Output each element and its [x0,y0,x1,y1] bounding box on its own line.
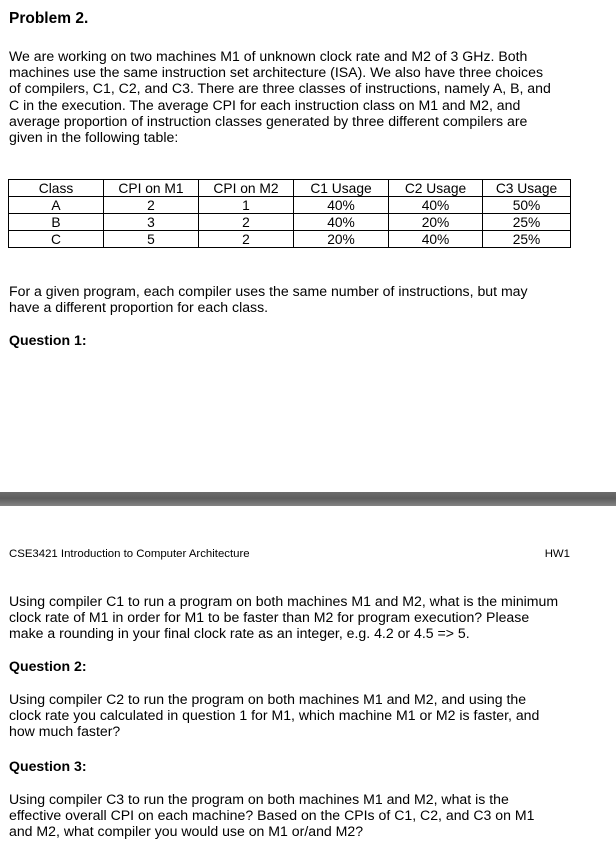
header-c1-usage: C1 Usage [294,180,389,197]
table-cell: 40% [389,231,483,248]
header-c3-usage: C3 Usage [483,180,571,197]
intro-line: C in the execution. The average CPI for each instruction class on M1 and M2, and [9,96,521,113]
header-cpi-m2: CPI on M2 [199,180,294,197]
question-line: how much faster? [9,723,121,740]
table-cell: 2 [104,197,199,214]
table-header-row [9,180,571,197]
question-line: clock rate of M1 in order for M1 to be faster than M2 for program execution? Please [9,609,530,626]
table-cell: 25% [483,231,571,248]
table-row [9,197,571,214]
header-cpi-m1: CPI on M1 [104,180,199,197]
table-cell: 40% [389,197,483,214]
question-line: clock rate you calculated in question 1 for M1, which machine M1 or M2 is faster, and [9,707,540,724]
table-cell: 50% [483,197,571,214]
table-row [9,214,571,231]
question-1-heading: Question 1: [9,332,87,348]
question-1-body [9,593,558,642]
question-line: Using compiler C2 to run the program on both machines M1 and M2, and using the [9,691,527,707]
question-line: and M2, what compiler you would use on M1 or/and M2? [9,823,364,840]
table-cell: 40% [294,214,389,231]
table-cell: 20% [389,214,483,231]
table-cell: C [9,231,104,248]
intro-paragraph [9,48,551,145]
header-class: Class [9,180,104,197]
table-cell: 5 [104,231,199,248]
table-cell: 2 [199,214,294,231]
question-2-heading: Question 2: [9,658,87,674]
note-line: have a different proportion for each class. [9,299,269,316]
question-line: Using compiler C1 to run a program on both machines M1 and M2, what is the minimum [9,593,559,609]
problem-title: Problem 2. [9,10,89,27]
question-line: effective overall CPI on each machine? Based on the CPIs of C1, C2, and C3 on M1 [9,807,535,824]
table-cell: 20% [294,231,389,248]
table-cell: B [9,214,104,231]
question-3-heading: Question 3: [9,758,87,774]
note-paragraph [9,283,528,315]
question-3-body [9,791,534,840]
question-line: Using compiler C3 to run the program on both machines M1 and M2, what is the [9,791,509,807]
note-line: For a given program, each compiler uses the same number of instructions, but may [9,283,528,299]
page-divider [0,492,616,506]
page-header-doc-id: HW1 [544,548,570,560]
header-c2-usage: C2 Usage [389,180,483,197]
question-2-body [9,691,539,740]
intro-line: given in the following table: [9,129,179,146]
page-header-course: CSE3421 Introduction to Computer Architecture [9,548,250,560]
table-cell: 1 [199,197,294,214]
table-row [9,231,571,248]
intro-line: average proportion of instruction classes generated by three different compilers are [9,112,528,129]
table-cell: 25% [483,214,571,231]
intro-line: of compilers, C1, C2, and C3. There are three classes of instructions, namely A, B, and [9,80,551,97]
intro-line: machines use the same instruction set architecture (ISA). We also have three choices [9,64,543,81]
table-cell: 2 [199,231,294,248]
table-cell: 40% [294,197,389,214]
question-line: make a rounding in your final clock rate as an integer, e.g. 4.2 or 4.5 => 5. [9,625,470,642]
table-cell: 3 [104,214,199,231]
table-cell: A [9,197,104,214]
intro-line: We are working on two machines M1 of unknown clock rate and M2 of 3 GHz. Both [9,48,528,64]
cpi-usage-table [8,179,571,248]
